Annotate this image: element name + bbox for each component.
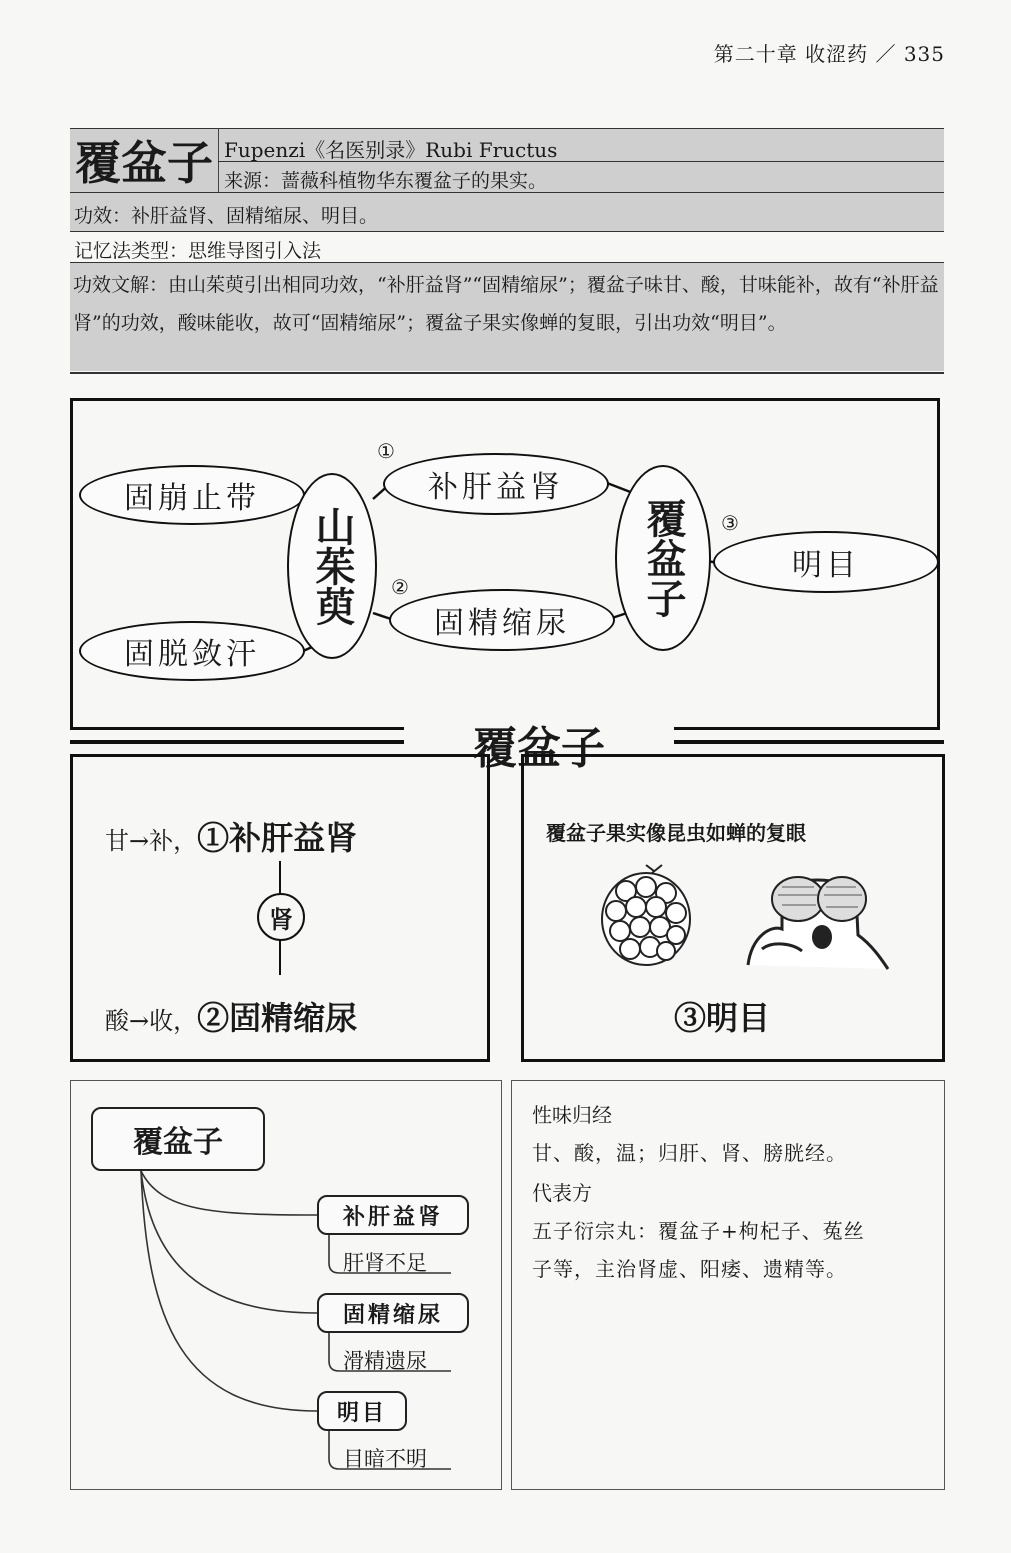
marker-2: ② — [391, 575, 409, 599]
taste-sweet-prefix: 甘→补， — [105, 827, 198, 855]
cicada-eye-illustration — [742, 865, 892, 975]
node-bugan-yishen: 补肝益肾 — [383, 453, 609, 515]
taste-sweet-line — [105, 813, 357, 859]
node-gubeng-zhidai: 固崩止带 — [79, 465, 305, 525]
herb-name-cell: 覆盆子 — [70, 128, 219, 192]
running-head: 第二十章 收涩药 ／ 335 — [713, 42, 945, 66]
section-title: 覆盆子 — [404, 712, 674, 776]
tree-branch-2: 固精缩尿 — [317, 1293, 469, 1333]
formula-text-line1: 五子衍宗丸：覆盆子+枸杞子、菟丝 — [532, 1219, 865, 1243]
tree-branch-3: 明目 — [317, 1391, 407, 1431]
herb-explanation: 功效文解：由山茱萸引出相同功效，“补肝益肾”“固精缩尿”；覆盆子味甘、酸，甘味能补，故有“补肝益肾”的功效，酸味能收，故可“固精缩尿”；覆盆子果实像蝉的复眼，引出功效“明目”。 — [73, 274, 939, 334]
node-gujing-suoniao: 固精缩尿 — [389, 589, 615, 651]
marker-1: ① — [377, 439, 395, 463]
tree-leaf-3: 目暗不明 — [343, 1447, 427, 1471]
kidney-circle: 肾 — [257, 893, 305, 941]
properties-text: 甘、酸，温；归肝、肾、膀胱经。 — [532, 1141, 847, 1165]
taste-sour-line — [105, 993, 357, 1039]
memory-type: 记忆法类型：思维导图引入法 — [74, 240, 322, 262]
formula-label: 代表方 — [532, 1181, 592, 1205]
taste-sour-prefix: 酸→收， — [105, 1007, 198, 1035]
rule — [70, 372, 944, 374]
herb-source: 来源：蔷薇科植物华东覆盆子的果实。 — [224, 170, 548, 192]
raspberry-illustration — [588, 861, 698, 971]
node-fupenzi: 覆盆子 — [615, 465, 711, 651]
rule — [70, 231, 944, 232]
mindmap-box — [70, 398, 940, 730]
compound-eye-caption: 覆盆子果实像昆虫如蝉的复眼 — [546, 821, 806, 845]
node-shanzhuyu: 山茱萸 — [287, 473, 377, 659]
properties-box — [511, 1080, 945, 1490]
effect-mingmu: ③明目 — [674, 999, 771, 1037]
effect-bugan-yishen: ①补肝益肾 — [197, 819, 358, 857]
tree-root: 覆盆子 — [91, 1107, 265, 1171]
node-gutuo-lianhan: 固脱敛汗 — [79, 621, 305, 681]
herb-names-line: Fupenzi《名医别录》Rubi Fructus — [224, 138, 558, 162]
node-mingmu: 明目 — [713, 531, 939, 593]
properties-label: 性味归经 — [532, 1103, 612, 1127]
tree-branch-1: 补肝益肾 — [317, 1195, 469, 1235]
effect-gujing-suoniao: ②固精缩尿 — [197, 999, 358, 1037]
marker-3: ③ — [721, 511, 739, 535]
tree-leaf-1: 肝肾不足 — [343, 1251, 427, 1275]
herb-efficacy: 功效：补肝益肾、固精缩尿、明目。 — [74, 205, 379, 227]
panel-taste-effect — [70, 754, 490, 1062]
panel-compound-eye — [521, 754, 945, 1062]
efficacy-tree-box — [70, 1080, 502, 1490]
tree-leaf-2: 滑精遗尿 — [343, 1349, 427, 1373]
formula-text-line2: 子等，主治肾虚、阳痿、遗精等。 — [532, 1257, 847, 1281]
